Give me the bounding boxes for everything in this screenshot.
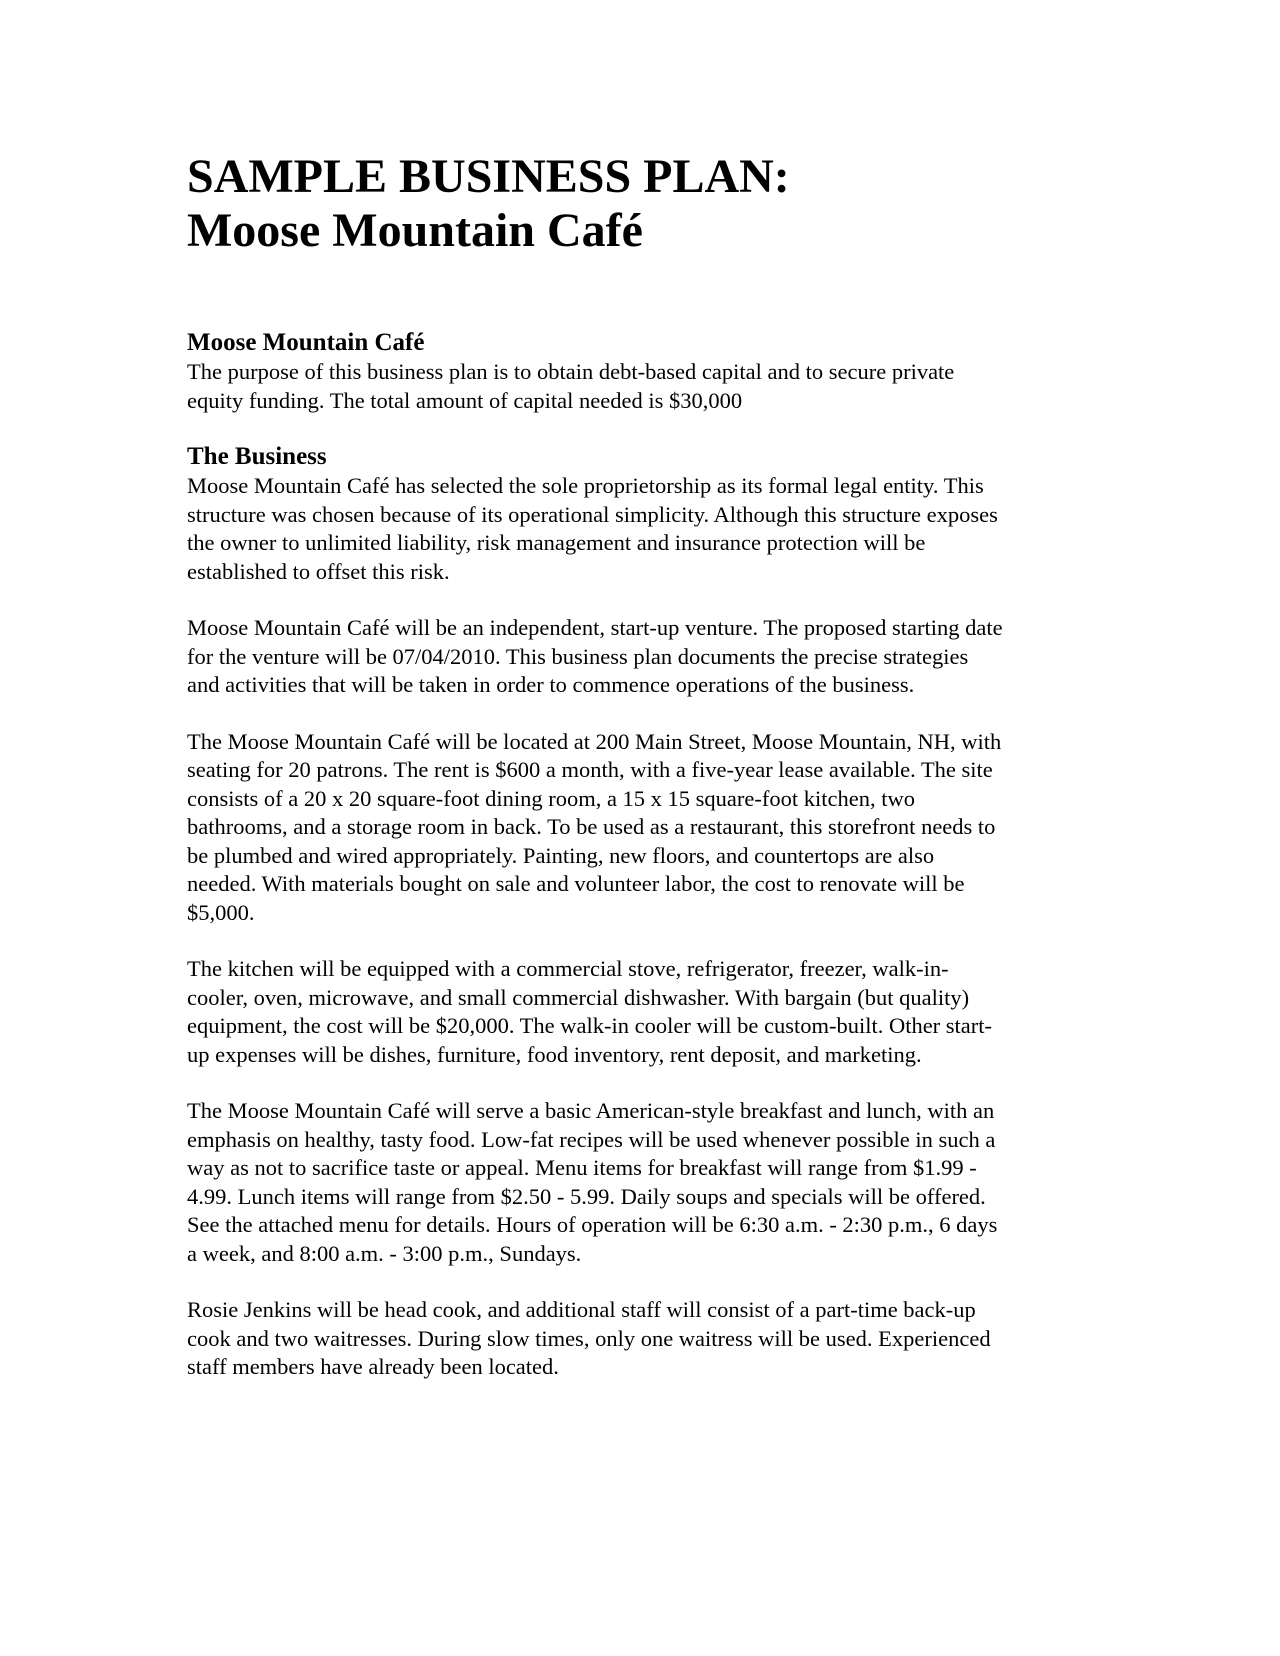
paragraph: Moose Mountain Café has selected the sole proprietorship as its formal legal entity. This structure was chosen because of its operational simplicity. Although this structure exposes the owner to unlimited liability, risk management and insurance protection will be established to offset this risk. — [187, 473, 998, 584]
paragraph: The Moose Mountain Café will be located at 200 Main Street, Moose Mountain, NH, with seating for 20 patrons. The rent is $600 a month, with a five-year lease available. The site consists of a 20 x 20 square-foot dining room, a 15 x 15 square-foot kitchen, two bathrooms, and a storage room in back. To be used as a restaurant, this storefront needs to be plumbed and wired appropriately. Painting, new floors, and countertops are also needed. With materials bought on sale and volunteer labor, the cost to renovate will be $5,000. — [187, 728, 1002, 925]
document-title — [187, 150, 1107, 258]
paragraph: The purpose of this business plan is to obtain debt-based capital and to secure private equity funding. The total amount of capital needed is $30,000 — [187, 359, 955, 413]
paragraph: The Moose Mountain Café will serve a basic American-style breakfast and lunch, with an emphasis on healthy, tasty food. Low-fat recipes will be used whenever possible in such a way as not to sacrifice taste or appeal. Menu items for breakfast will range from $1.99 - 4.99. Lunch items will range from $2.50 - 5.99. Daily soups and specials will be offered. See the attached menu for details. Hours of operation will be 6:30 a.m. - 2:30 p.m., 6 days a week, and 8:00 a.m. - 3:00 p.m., Sundays. — [187, 1098, 998, 1266]
paragraph: Moose Mountain Café will be an independent, start-up venture. The proposed starting date for the venture will be 07/04/2010. This business plan documents the precise strategies and activities that will be taken in order to commence operations of the business. — [187, 615, 1003, 697]
paragraph: Rosie Jenkins will be head cook, and additional staff will consist of a part-time back-up cook and two waitresses. During slow times, only one waitress will be used. Experienced staff members have already been located. — [187, 1297, 991, 1379]
section-heading: The Business — [187, 443, 327, 470]
section-heading: Moose Mountain Café — [187, 329, 425, 356]
section-the-business — [187, 442, 1107, 1382]
title-line-2: Moose Mountain Café — [187, 204, 643, 257]
title-line-1: SAMPLE BUSINESS PLAN: — [187, 150, 790, 203]
paragraph: The kitchen will be equipped with a commercial stove, refrigerator, freezer, walk-in- cooler, oven, microwave, and small commercial dishwasher. With bargain (but quality) equipment, the cost will be $20,000. The walk-in cooler will be custom-built. Other start- up expenses will be dishes, furniture, food inventory, rent deposit, and marketing. — [187, 956, 993, 1067]
section-purpose — [187, 328, 1107, 415]
document-page — [187, 150, 1107, 1382]
